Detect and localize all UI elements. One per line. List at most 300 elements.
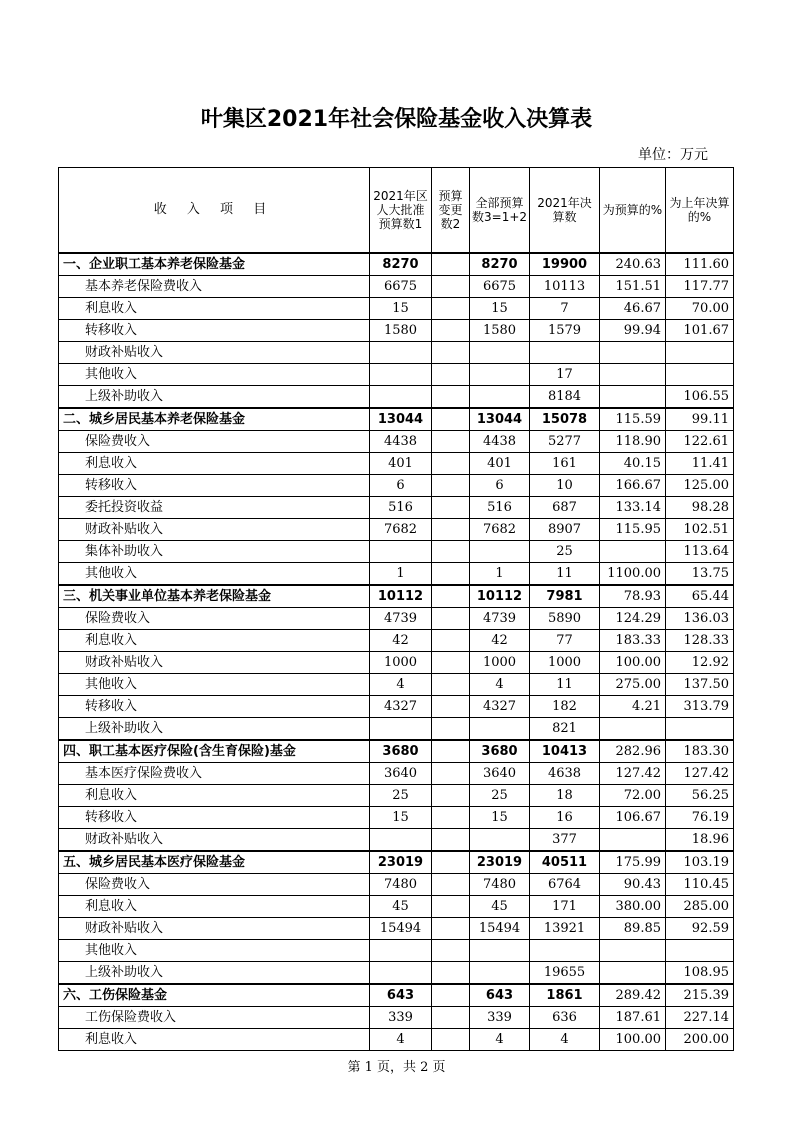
cell-final-accounts: 5277: [530, 431, 600, 453]
cell-total-budget: [470, 940, 530, 962]
table-row: [59, 807, 734, 829]
table-row: [59, 674, 734, 696]
table-row: [59, 298, 734, 320]
cell-pct-of-last-year: 200.00: [666, 1029, 734, 1051]
row-item-name: 转移收入: [59, 320, 370, 342]
cell-approved-budget: 401: [370, 453, 432, 475]
row-item-name: 转移收入: [59, 696, 370, 718]
cell-pct-of-last-year: 101.67: [666, 320, 734, 342]
cell-pct-of-budget: 99.94: [600, 320, 666, 342]
table-row: [59, 1029, 734, 1051]
cell-pct-of-budget: 115.95: [600, 519, 666, 541]
column-header-pct-of-budget: 为预算的%: [600, 168, 666, 254]
table-row: [59, 453, 734, 475]
cell-pct-of-last-year: 70.00: [666, 298, 734, 320]
table-row: [59, 962, 734, 985]
section-row: [59, 408, 734, 431]
cell-total-budget: 516: [470, 497, 530, 519]
cell-pct-of-last-year: 313.79: [666, 696, 734, 718]
cell-budget-change: [432, 519, 470, 541]
cell-total-budget: 339: [470, 1007, 530, 1029]
cell-pct-of-last-year: 99.11: [666, 408, 734, 431]
cell-total-budget: [470, 364, 530, 386]
cell-pct-of-last-year: 110.45: [666, 874, 734, 896]
cell-budget-change: [432, 962, 470, 985]
cell-pct-of-last-year: 102.51: [666, 519, 734, 541]
cell-total-budget: [470, 541, 530, 563]
cell-pct-of-last-year: 128.33: [666, 630, 734, 652]
cell-pct-of-last-year: 111.60: [666, 253, 734, 276]
table-row: [59, 896, 734, 918]
cell-approved-budget: [370, 364, 432, 386]
cell-pct-of-budget: 46.67: [600, 298, 666, 320]
cell-final-accounts: 19900: [530, 253, 600, 276]
cell-budget-change: [432, 896, 470, 918]
cell-final-accounts: 10113: [530, 276, 600, 298]
cell-pct-of-budget: [600, 829, 666, 852]
cell-pct-of-last-year: [666, 364, 734, 386]
table-row: [59, 320, 734, 342]
cell-pct-of-last-year: 108.95: [666, 962, 734, 985]
cell-approved-budget: 1580: [370, 320, 432, 342]
cell-approved-budget: [370, 386, 432, 409]
table-row: [59, 364, 734, 386]
section-row: [59, 740, 734, 763]
cell-budget-change: [432, 364, 470, 386]
cell-final-accounts: 15078: [530, 408, 600, 431]
row-item-name: 一、企业职工基本养老保险基金: [59, 253, 370, 276]
cell-pct-of-last-year: 98.28: [666, 497, 734, 519]
cell-total-budget: [470, 718, 530, 741]
cell-final-accounts: [530, 342, 600, 364]
cell-budget-change: [432, 763, 470, 785]
cell-budget-change: [432, 696, 470, 718]
cell-total-budget: 4: [470, 674, 530, 696]
cell-total-budget: [470, 342, 530, 364]
row-item-name: 六、工伤保险基金: [59, 984, 370, 1007]
row-item-name: 委托投资收益: [59, 497, 370, 519]
cell-budget-change: [432, 874, 470, 896]
cell-total-budget: 1000: [470, 652, 530, 674]
cell-pct-of-budget: 183.33: [600, 630, 666, 652]
cell-budget-change: [432, 253, 470, 276]
cell-pct-of-last-year: 122.61: [666, 431, 734, 453]
table-row: [59, 276, 734, 298]
cell-pct-of-budget: 89.85: [600, 918, 666, 940]
cell-approved-budget: [370, 541, 432, 563]
row-item-name: 转移收入: [59, 807, 370, 829]
cell-approved-budget: 4739: [370, 608, 432, 630]
cell-pct-of-budget: 100.00: [600, 652, 666, 674]
cell-approved-budget: 15: [370, 807, 432, 829]
row-item-name: 上级补助收入: [59, 386, 370, 409]
row-item-name: 集体补助收入: [59, 541, 370, 563]
section-row: [59, 253, 734, 276]
table-row: [59, 874, 734, 896]
cell-budget-change: [432, 497, 470, 519]
cell-approved-budget: 6675: [370, 276, 432, 298]
section-row: [59, 851, 734, 874]
column-header-item: 收 入 项 目: [59, 168, 370, 254]
cell-budget-change: [432, 453, 470, 475]
row-item-name: 保险费收入: [59, 608, 370, 630]
column-header-pct-of-last-year: 为上年决算的%: [666, 168, 734, 254]
row-item-name: 其他收入: [59, 563, 370, 586]
row-item-name: 其他收入: [59, 940, 370, 962]
cell-approved-budget: 7480: [370, 874, 432, 896]
cell-total-budget: 7682: [470, 519, 530, 541]
table-row: [59, 563, 734, 586]
cell-total-budget: 3680: [470, 740, 530, 763]
cell-pct-of-budget: 275.00: [600, 674, 666, 696]
cell-pct-of-last-year: 65.44: [666, 585, 734, 608]
cell-budget-change: [432, 298, 470, 320]
cell-total-budget: 13044: [470, 408, 530, 431]
cell-total-budget: [470, 386, 530, 409]
table-row: [59, 541, 734, 563]
cell-final-accounts: 17: [530, 364, 600, 386]
page-title: 叶集区2021年社会保险基金收入决算表: [200, 107, 593, 132]
cell-final-accounts: 171: [530, 896, 600, 918]
row-item-name: 保险费收入: [59, 874, 370, 896]
cell-pct-of-budget: 72.00: [600, 785, 666, 807]
cell-total-budget: 25: [470, 785, 530, 807]
cell-budget-change: [432, 276, 470, 298]
cell-pct-of-last-year: 13.75: [666, 563, 734, 586]
cell-total-budget: 4438: [470, 431, 530, 453]
row-item-name: 其他收入: [59, 364, 370, 386]
cell-total-budget: 401: [470, 453, 530, 475]
cell-pct-of-budget: [600, 940, 666, 962]
cell-pct-of-budget: [600, 541, 666, 563]
cell-pct-of-last-year: 136.03: [666, 608, 734, 630]
cell-total-budget: 6: [470, 475, 530, 497]
cell-pct-of-budget: 380.00: [600, 896, 666, 918]
column-header-budget-change: 预算变更数2: [432, 168, 470, 254]
cell-approved-budget: 4: [370, 674, 432, 696]
cell-approved-budget: 8270: [370, 253, 432, 276]
cell-pct-of-budget: [600, 718, 666, 741]
table-row: [59, 386, 734, 409]
cell-pct-of-budget: 240.63: [600, 253, 666, 276]
cell-final-accounts: 19655: [530, 962, 600, 985]
cell-approved-budget: [370, 718, 432, 741]
cell-approved-budget: [370, 962, 432, 985]
row-item-name: 利息收入: [59, 453, 370, 475]
row-item-name: 财政补贴收入: [59, 342, 370, 364]
cell-pct-of-budget: [600, 962, 666, 985]
table-row: [59, 475, 734, 497]
cell-pct-of-last-year: 106.55: [666, 386, 734, 409]
cell-approved-budget: 339: [370, 1007, 432, 1029]
cell-total-budget: 4: [470, 1029, 530, 1051]
cell-budget-change: [432, 785, 470, 807]
cell-final-accounts: [530, 940, 600, 962]
cell-pct-of-budget: 115.59: [600, 408, 666, 431]
cell-budget-change: [432, 851, 470, 874]
cell-final-accounts: 7981: [530, 585, 600, 608]
cell-total-budget: 1580: [470, 320, 530, 342]
row-item-name: 工伤保险费收入: [59, 1007, 370, 1029]
row-item-name: 利息收入: [59, 785, 370, 807]
cell-pct-of-budget: 4.21: [600, 696, 666, 718]
row-item-name: 转移收入: [59, 475, 370, 497]
cell-pct-of-budget: [600, 342, 666, 364]
cell-final-accounts: 821: [530, 718, 600, 741]
cell-pct-of-budget: [600, 364, 666, 386]
cell-final-accounts: 8907: [530, 519, 600, 541]
table-row: [59, 431, 734, 453]
table-row: [59, 519, 734, 541]
cell-pct-of-budget: 124.29: [600, 608, 666, 630]
cell-final-accounts: 636: [530, 1007, 600, 1029]
table-row: [59, 718, 734, 741]
cell-total-budget: 10112: [470, 585, 530, 608]
cell-pct-of-budget: 282.96: [600, 740, 666, 763]
cell-final-accounts: 8184: [530, 386, 600, 409]
cell-final-accounts: 182: [530, 696, 600, 718]
cell-budget-change: [432, 585, 470, 608]
cell-approved-budget: [370, 940, 432, 962]
cell-budget-change: [432, 1029, 470, 1051]
cell-budget-change: [432, 918, 470, 940]
cell-pct-of-last-year: 92.59: [666, 918, 734, 940]
row-item-name: 基本养老保险费收入: [59, 276, 370, 298]
cell-pct-of-budget: 151.51: [600, 276, 666, 298]
row-item-name: 利息收入: [59, 630, 370, 652]
table-row: [59, 1007, 734, 1029]
table-row: [59, 608, 734, 630]
cell-total-budget: 45: [470, 896, 530, 918]
cell-approved-budget: 42: [370, 630, 432, 652]
cell-pct-of-budget: 166.67: [600, 475, 666, 497]
cell-pct-of-budget: 106.67: [600, 807, 666, 829]
cell-pct-of-budget: 90.43: [600, 874, 666, 896]
cell-pct-of-budget: 1100.00: [600, 563, 666, 586]
cell-final-accounts: 687: [530, 497, 600, 519]
row-item-name: 利息收入: [59, 298, 370, 320]
row-item-name: 上级补助收入: [59, 718, 370, 741]
cell-approved-budget: 25: [370, 785, 432, 807]
cell-final-accounts: 40511: [530, 851, 600, 874]
cell-approved-budget: 4438: [370, 431, 432, 453]
cell-pct-of-last-year: 285.00: [666, 896, 734, 918]
cell-final-accounts: 25: [530, 541, 600, 563]
row-item-name: 基本医疗保险费收入: [59, 763, 370, 785]
cell-pct-of-last-year: 11.41: [666, 453, 734, 475]
cell-pct-of-budget: [600, 386, 666, 409]
cell-pct-of-budget: 127.42: [600, 763, 666, 785]
cell-approved-budget: 3640: [370, 763, 432, 785]
cell-pct-of-last-year: 117.77: [666, 276, 734, 298]
cell-pct-of-last-year: 227.14: [666, 1007, 734, 1029]
row-item-name: 五、城乡居民基本医疗保险基金: [59, 851, 370, 874]
row-item-name: 财政补贴收入: [59, 918, 370, 940]
cell-approved-budget: [370, 829, 432, 852]
cell-budget-change: [432, 431, 470, 453]
page-footer: 第 1 页，共 2 页: [347, 1060, 446, 1075]
cell-pct-of-last-year: [666, 940, 734, 962]
cell-final-accounts: 11: [530, 674, 600, 696]
cell-total-budget: 3640: [470, 763, 530, 785]
cell-budget-change: [432, 740, 470, 763]
cell-budget-change: [432, 408, 470, 431]
cell-final-accounts: 6764: [530, 874, 600, 896]
cell-total-budget: 6675: [470, 276, 530, 298]
column-header-final-accounts: 2021年决算数: [530, 168, 600, 254]
row-item-name: 其他收入: [59, 674, 370, 696]
cell-approved-budget: 4: [370, 1029, 432, 1051]
table-row: [59, 918, 734, 940]
cell-budget-change: [432, 475, 470, 497]
revenue-table: [58, 167, 734, 1051]
cell-total-budget: 15494: [470, 918, 530, 940]
table-row: [59, 696, 734, 718]
cell-pct-of-last-year: 18.96: [666, 829, 734, 852]
cell-approved-budget: 7682: [370, 519, 432, 541]
cell-pct-of-last-year: 183.30: [666, 740, 734, 763]
cell-pct-of-last-year: 127.42: [666, 763, 734, 785]
cell-budget-change: [432, 541, 470, 563]
cell-budget-change: [432, 807, 470, 829]
section-row: [59, 984, 734, 1007]
unit-label: 单位：万元: [638, 147, 708, 163]
cell-budget-change: [432, 940, 470, 962]
row-item-name: 财政补贴收入: [59, 652, 370, 674]
cell-final-accounts: 5890: [530, 608, 600, 630]
cell-final-accounts: 13921: [530, 918, 600, 940]
cell-budget-change: [432, 608, 470, 630]
row-item-name: 二、城乡居民基本养老保险基金: [59, 408, 370, 431]
header-row: [59, 168, 734, 254]
cell-pct-of-last-year: 103.19: [666, 851, 734, 874]
cell-approved-budget: 13044: [370, 408, 432, 431]
cell-budget-change: [432, 320, 470, 342]
cell-approved-budget: [370, 342, 432, 364]
cell-final-accounts: 1000: [530, 652, 600, 674]
row-item-name: 财政补贴收入: [59, 519, 370, 541]
cell-budget-change: [432, 1007, 470, 1029]
cell-pct-of-last-year: [666, 718, 734, 741]
cell-pct-of-budget: 100.00: [600, 1029, 666, 1051]
cell-approved-budget: 3680: [370, 740, 432, 763]
cell-approved-budget: 10112: [370, 585, 432, 608]
cell-pct-of-budget: 187.61: [600, 1007, 666, 1029]
cell-budget-change: [432, 563, 470, 586]
cell-pct-of-last-year: 215.39: [666, 984, 734, 1007]
cell-pct-of-last-year: 125.00: [666, 475, 734, 497]
cell-pct-of-last-year: 137.50: [666, 674, 734, 696]
cell-budget-change: [432, 829, 470, 852]
cell-final-accounts: 16: [530, 807, 600, 829]
row-item-name: 利息收入: [59, 1029, 370, 1051]
table-row: [59, 652, 734, 674]
cell-approved-budget: 45: [370, 896, 432, 918]
cell-approved-budget: 516: [370, 497, 432, 519]
row-item-name: 三、机关事业单位基本养老保险基金: [59, 585, 370, 608]
cell-final-accounts: 77: [530, 630, 600, 652]
cell-final-accounts: 11: [530, 563, 600, 586]
cell-total-budget: 7480: [470, 874, 530, 896]
cell-total-budget: 15: [470, 807, 530, 829]
cell-budget-change: [432, 718, 470, 741]
table-row: [59, 630, 734, 652]
cell-pct-of-budget: 78.93: [600, 585, 666, 608]
section-row: [59, 585, 734, 608]
row-item-name: 四、职工基本医疗保险(含生育保险)基金: [59, 740, 370, 763]
cell-total-budget: 15: [470, 298, 530, 320]
cell-final-accounts: 4: [530, 1029, 600, 1051]
cell-approved-budget: 1: [370, 563, 432, 586]
row-item-name: 上级补助收入: [59, 962, 370, 985]
cell-pct-of-budget: 133.14: [600, 497, 666, 519]
cell-total-budget: 4327: [470, 696, 530, 718]
cell-pct-of-last-year: 76.19: [666, 807, 734, 829]
cell-approved-budget: 6: [370, 475, 432, 497]
row-item-name: 保险费收入: [59, 431, 370, 453]
cell-approved-budget: 1000: [370, 652, 432, 674]
cell-total-budget: 1: [470, 563, 530, 586]
cell-pct-of-last-year: 12.92: [666, 652, 734, 674]
cell-final-accounts: 161: [530, 453, 600, 475]
table-row: [59, 342, 734, 364]
cell-pct-of-budget: 40.15: [600, 453, 666, 475]
cell-approved-budget: 23019: [370, 851, 432, 874]
table-row: [59, 497, 734, 519]
table-row: [59, 763, 734, 785]
cell-total-budget: 23019: [470, 851, 530, 874]
cell-total-budget: [470, 829, 530, 852]
cell-total-budget: 8270: [470, 253, 530, 276]
cell-pct-of-last-year: 113.64: [666, 541, 734, 563]
cell-total-budget: 42: [470, 630, 530, 652]
cell-final-accounts: 10413: [530, 740, 600, 763]
cell-final-accounts: 10: [530, 475, 600, 497]
cell-pct-of-budget: 118.90: [600, 431, 666, 453]
cell-pct-of-budget: 175.99: [600, 851, 666, 874]
cell-budget-change: [432, 652, 470, 674]
cell-final-accounts: 1579: [530, 320, 600, 342]
cell-approved-budget: 15: [370, 298, 432, 320]
cell-pct-of-last-year: [666, 342, 734, 364]
column-header-approved-budget: 2021年区人大批准预算数1: [370, 168, 432, 254]
cell-approved-budget: 643: [370, 984, 432, 1007]
cell-final-accounts: 18: [530, 785, 600, 807]
cell-final-accounts: 377: [530, 829, 600, 852]
cell-total-budget: 4739: [470, 608, 530, 630]
row-item-name: 财政补贴收入: [59, 829, 370, 852]
cell-budget-change: [432, 630, 470, 652]
cell-final-accounts: 1861: [530, 984, 600, 1007]
cell-total-budget: 643: [470, 984, 530, 1007]
cell-total-budget: [470, 962, 530, 985]
cell-budget-change: [432, 386, 470, 409]
table-row: [59, 940, 734, 962]
table-row: [59, 829, 734, 852]
column-header-total-budget: 全部预算数3=1+2: [470, 168, 530, 254]
cell-approved-budget: 15494: [370, 918, 432, 940]
cell-budget-change: [432, 984, 470, 1007]
cell-budget-change: [432, 674, 470, 696]
cell-approved-budget: 4327: [370, 696, 432, 718]
cell-budget-change: [432, 342, 470, 364]
row-item-name: 利息收入: [59, 896, 370, 918]
cell-final-accounts: 4638: [530, 763, 600, 785]
cell-pct-of-last-year: 56.25: [666, 785, 734, 807]
table-row: [59, 785, 734, 807]
cell-pct-of-budget: 289.42: [600, 984, 666, 1007]
cell-final-accounts: 7: [530, 298, 600, 320]
